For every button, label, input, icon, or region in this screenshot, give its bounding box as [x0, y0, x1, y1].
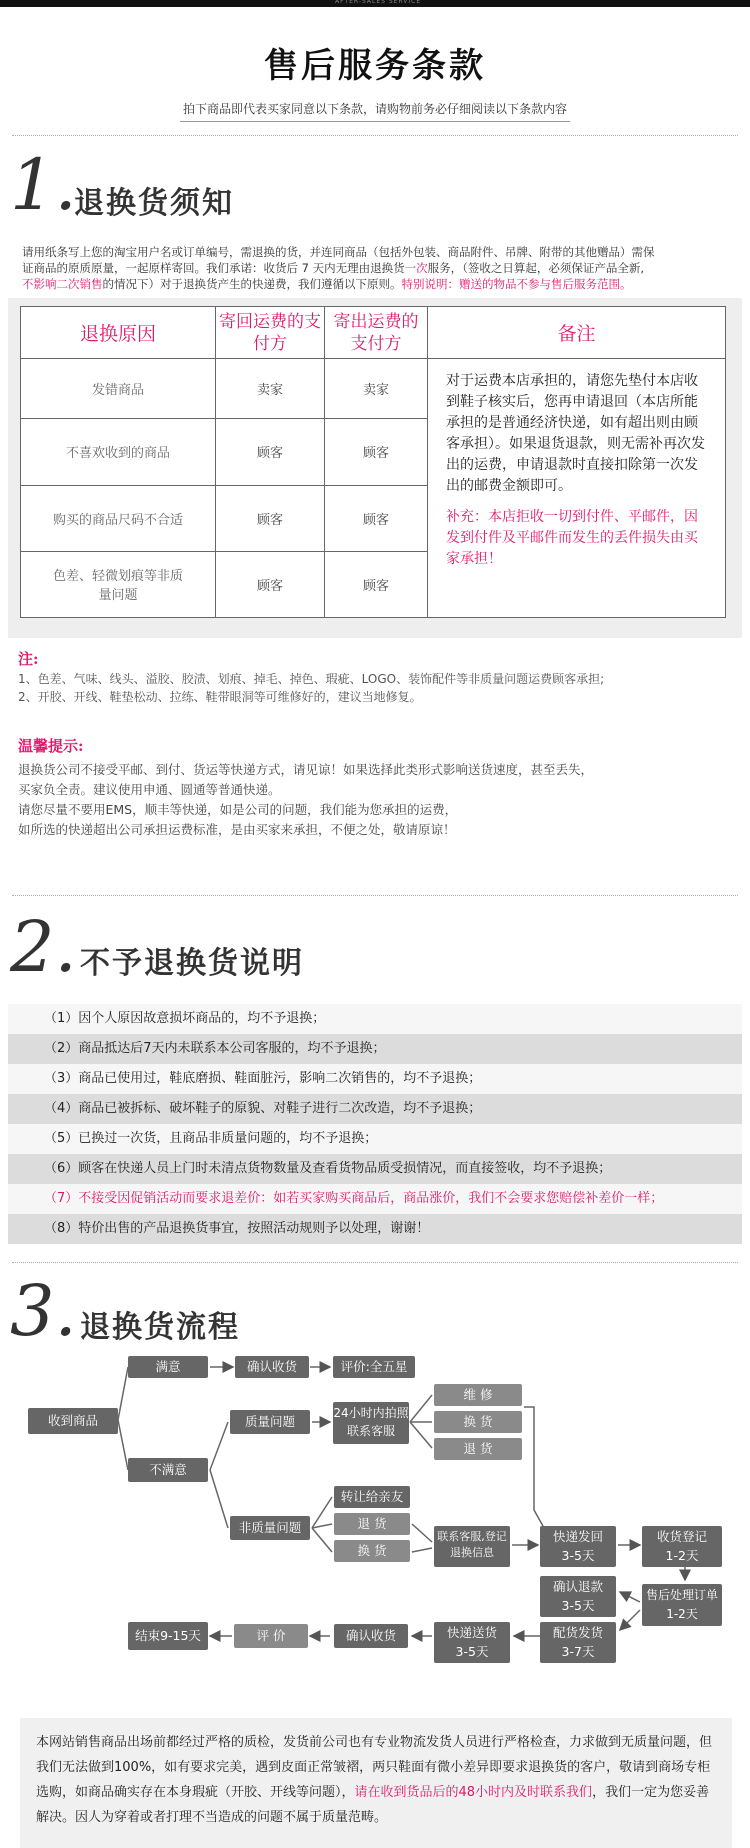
- flow-confirm-refund: [540, 1576, 616, 1617]
- section3-number: 3.: [10, 1270, 77, 1352]
- flow-quality-issue: 质量问题: [230, 1410, 310, 1434]
- flow-label: 快递送货: [446, 1625, 497, 1640]
- intro-line: 的情况下）对于退换货产生的快递费，我们遵循以下原则。: [102, 277, 402, 291]
- table-cell-return-fee: 顾客: [216, 485, 325, 551]
- flow-days: 3-5天: [455, 1644, 489, 1659]
- intro-line: 服务，（签收之日算起，必须保证产品全新,: [427, 261, 645, 275]
- list-item: （2）商品抵达后7天内未联系本公司客服的，均不予退换；: [8, 1034, 742, 1064]
- notice-heading: 注:: [18, 650, 39, 668]
- divider: [12, 895, 738, 896]
- flow-non-quality: 非质量问题: [230, 1516, 310, 1540]
- flow-transfer: 转让给亲友: [334, 1486, 410, 1508]
- divider: [12, 1262, 738, 1263]
- list-item: （3）商品已使用过，鞋底磨损、鞋面脏污，影响二次销售的，均不予退换；: [8, 1064, 742, 1094]
- tip-line: 买家负全责。建议使用申通、圆通等普通快递。: [18, 782, 281, 797]
- flow-exchange2: 换 货: [334, 1540, 410, 1562]
- table-cell-send-fee: 顾客: [325, 419, 428, 485]
- flow-unsatisfied: 不满意: [128, 1458, 208, 1482]
- section1-intro: [22, 244, 728, 292]
- note-text: 对于运费本店承担的，请您先垫付本店收到鞋子核实后，您再申请退回（本店所能承担的是普通经济快递，如有超出则由顾客承担）。如果退货退款，则无需补再次发出的运费，申请退款时直接扣除第一次发出的邮费金额即可。: [446, 373, 705, 495]
- no-return-list: [8, 1004, 742, 1244]
- intro-special-note: 特别说明：赠送的物品不参与售后服务范围。: [401, 277, 632, 291]
- table-cell-return-fee: 卖家: [216, 359, 325, 419]
- tip-line: 请您尽量不要用EMS，顺丰等快递，如是公司的问题，我们能为您承担的运费，: [18, 802, 458, 817]
- flow-days: 3-5天: [561, 1598, 595, 1613]
- flow-end: 结束9-15天: [128, 1622, 208, 1650]
- header-reason: 退换原因: [21, 307, 216, 359]
- notice-list: [18, 670, 604, 706]
- flow-receipt-register: [642, 1526, 722, 1567]
- table-cell-send-fee: 卖家: [325, 359, 428, 419]
- list-item: （4）商品已被拆标、破坏鞋子的原貌、对鞋子进行二次改造，均不予退换；: [8, 1094, 742, 1124]
- section1-number: 1.: [10, 144, 77, 226]
- top-bar-text: AFTER-SALES SERVICE: [335, 0, 422, 5]
- flow-evaluate: 评 价: [234, 1624, 308, 1648]
- flow-exchange: 换 货: [434, 1411, 522, 1433]
- intro-line: 证商品的原质原量，一起原样寄回。我们承诺：收货后 7 天内无理由退换货: [22, 261, 405, 275]
- flow-redeliver: [540, 1622, 616, 1663]
- intro-highlight: 一次: [404, 261, 428, 275]
- flow-confirm-receipt2: 确认收货: [334, 1624, 408, 1648]
- flow-label: 确认退款: [552, 1579, 603, 1594]
- note-supplement: 补充：本店拒收一切到付件、平邮件，因发到付件及平邮件而发生的丢件损失由买家承担！: [446, 509, 698, 568]
- return-fee-table: [20, 306, 726, 618]
- flow-contact-24h: 24小时内拍照联系客服: [333, 1402, 409, 1444]
- header-return-fee: 寄回运费的支付方: [216, 307, 325, 359]
- header-note: 备注: [428, 307, 726, 359]
- list-item: （5）已换过一次货，且商品非质量问题的，均不予退换；: [8, 1124, 742, 1154]
- notice-item: 1、色差、气味、线头、溢胶、胶渍、划痕、掉毛、掉色、瑕疵、LOGO、装饰配件等非质量问题运费顾客承担;: [18, 672, 605, 686]
- flow-satisfied: 满意: [128, 1356, 208, 1378]
- table-cell-reason: 发错商品: [21, 359, 216, 419]
- flow-repair: 维 修: [434, 1384, 522, 1406]
- section1-title: 退换货须知: [74, 186, 234, 221]
- table-cell-reason: 购买的商品尺码不合适: [21, 485, 216, 551]
- table-cell-send-fee: 顾客: [325, 551, 428, 617]
- section3-title: 退换货流程: [80, 1310, 240, 1345]
- flow-return: 退 货: [434, 1438, 522, 1460]
- flow-contact-register: 联系客服,登记退换信息: [434, 1526, 510, 1567]
- page-title: 售后服务条款: [264, 46, 486, 86]
- list-item: （6）顾客在快递人员上门时未清点货物数量及查看货物品质受损情况，而直接签收，均不予退换；: [8, 1154, 742, 1184]
- tip-line: 退换货公司不接受平邮、到付、货运等快递方式，请见谅！如果选择此类形式影响送货速度，甚至丢失，: [18, 762, 594, 777]
- table-cell-return-fee: 顾客: [216, 551, 325, 617]
- tips-heading: 温馨提示:: [18, 737, 84, 755]
- footer-highlight: 请在收到货品后的48小时内及时联系我们: [354, 1785, 593, 1800]
- section2-title: 不予退换货说明: [80, 946, 304, 981]
- flow-label: 收货登记: [656, 1529, 707, 1544]
- flow-rate: 评价:全五星: [333, 1356, 415, 1378]
- flow-receive: 收到商品: [28, 1408, 118, 1434]
- footer-note: [20, 1718, 732, 1848]
- flow-ship-back: [540, 1526, 616, 1567]
- list-item: （1）因个人原因故意损坏商品的，均不予退换；: [8, 1004, 742, 1034]
- tips-list: [18, 760, 593, 840]
- return-flowchart: [0, 1340, 750, 1710]
- page-subtitle: 拍下商品即代表买家同意以下条款，请购物前务必仔细阅读以下条款内容: [180, 100, 570, 122]
- flow-courier-deliver: [434, 1622, 510, 1663]
- flow-after-sale: 售后处理订单1-2天: [642, 1584, 722, 1626]
- list-item: （7）不接受因促销活动而要求退差价：如若买家购买商品后，商品涨价，我们不会要求您赔偿补差价一样；: [8, 1184, 742, 1214]
- footer-text: 本网站销售商品出场前都经过严格的质检，发货前公司也有专业物流发货人员进行严格检查，力求做到无质量问题，但我们无法做到100%，如有要求完美，遇到皮面正常皱褶，两只鞋面有微小差异即要求退换货的客户，敬请到商场专柜选购，如商品确实存在本身瑕疵（开胶、开线等问题），: [36, 1735, 713, 1800]
- divider: [12, 135, 738, 136]
- table-cell-reason: 色差、轻微划痕等非质量问题: [21, 551, 216, 617]
- flow-label: 配货发货: [552, 1625, 603, 1640]
- flow-days: 3-7天: [561, 1644, 595, 1659]
- flow-confirm-receipt: 确认收货: [235, 1356, 309, 1378]
- section2-number: 2.: [10, 906, 77, 988]
- notice-item: 2、开胶、开线、鞋垫松动、拉练、鞋带眼洞等可维修好的，建议当地修复。: [18, 690, 422, 704]
- top-bar: [0, 0, 750, 7]
- footer-text: ，我们一定为您妥善解决。因人为穿着或者打理不当造成的问题不属于质量范畴。: [36, 1785, 710, 1825]
- table-note: [428, 359, 726, 618]
- flow-days: 1-2天: [665, 1548, 699, 1563]
- intro-line: 请用纸条写上您的淘宝用户名或订单编号，需退换的货，并连同商品（包括外包装、商品附件、吊牌、附带的其他赠品）需保: [22, 245, 655, 259]
- table-cell-reason: 不喜欢收到的商品: [21, 419, 216, 485]
- flow-return2: 退 货: [334, 1513, 410, 1535]
- header-send-fee: 寄出运费的支付方: [325, 307, 428, 359]
- tip-line: 如所选的快递超出公司承担运费标准，是由买家来承担，不便之处，敬请原谅！: [18, 822, 456, 837]
- table-cell-send-fee: 顾客: [325, 485, 428, 551]
- list-item: （8）特价出售的产品退换货事宜，按照活动规则予以处理，谢谢！: [8, 1214, 742, 1244]
- table-cell-return-fee: 顾客: [216, 419, 325, 485]
- flow-days: 3-5天: [561, 1548, 595, 1563]
- intro-highlight: 不影响二次销售: [22, 277, 103, 291]
- flow-label: 快递发回: [552, 1529, 603, 1544]
